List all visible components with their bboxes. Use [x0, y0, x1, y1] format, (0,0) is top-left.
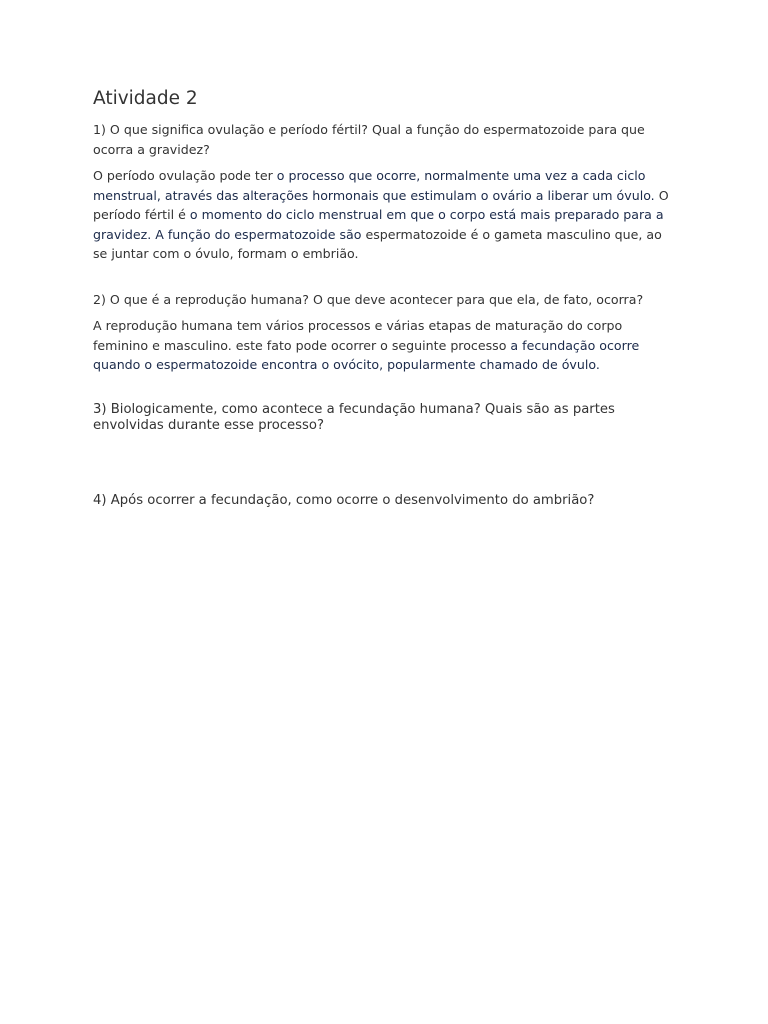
answer-2-part-1: A reprodução humana tem vários processos e várias etapas de maturação do corpo feminino e masculino. este fato pode ocorrer o seguinte processo: [93, 318, 623, 353]
answer-2: [93, 316, 673, 375]
answer-1-part-5: A função do espermatozoide são: [151, 226, 366, 242]
answer-1-part-1: O período ovulação pode ter: [93, 168, 277, 183]
answer-1: [93, 166, 673, 264]
question-4: 4) Após ocorrer a fecundação, como ocorre o desenvolvimento do ambrião?: [93, 492, 595, 508]
question-1: 1) O que significa ovulação e período fértil? Qual a função do espermatozoide para que ocorra a gravidez?: [93, 122, 645, 157]
question-3: 3) Biologicamente, como acontece a fecundação humana? Quais são as partes envolvidas durante esse processo?: [93, 401, 615, 433]
question-4-block: [93, 492, 673, 510]
question-3-block: [93, 402, 673, 434]
page-title: Atividade 2: [93, 88, 198, 109]
answer-2-part-2: a fecundação ocorre quando o espermatozoide encontra o ovócito, popularmente chamado de óvulo.: [93, 337, 640, 372]
answer-1-part-4: o momento do ciclo menstrual em que o corpo está mais preparado para a gravidez.: [93, 207, 664, 242]
answer-1-part-6: espermatozoide é o gameta masculino que, ao se juntar com o óvulo, formam o embrião.: [93, 226, 662, 261]
question-2-block: [93, 290, 673, 375]
question-2: 2) O que é a reprodução humana? O que deve acontecer para que ela, de fato, ocorra?: [93, 291, 644, 307]
answer-1-part-3: O período fértil é: [93, 187, 669, 222]
question-1-block: [93, 120, 673, 264]
document-page: [93, 86, 673, 510]
answer-1-part-2: o processo que ocorre, normalmente uma vez a cada ciclo menstrual, através das alterações hormonais que estimulam o ovário a liberar um óvulo.: [93, 168, 655, 203]
